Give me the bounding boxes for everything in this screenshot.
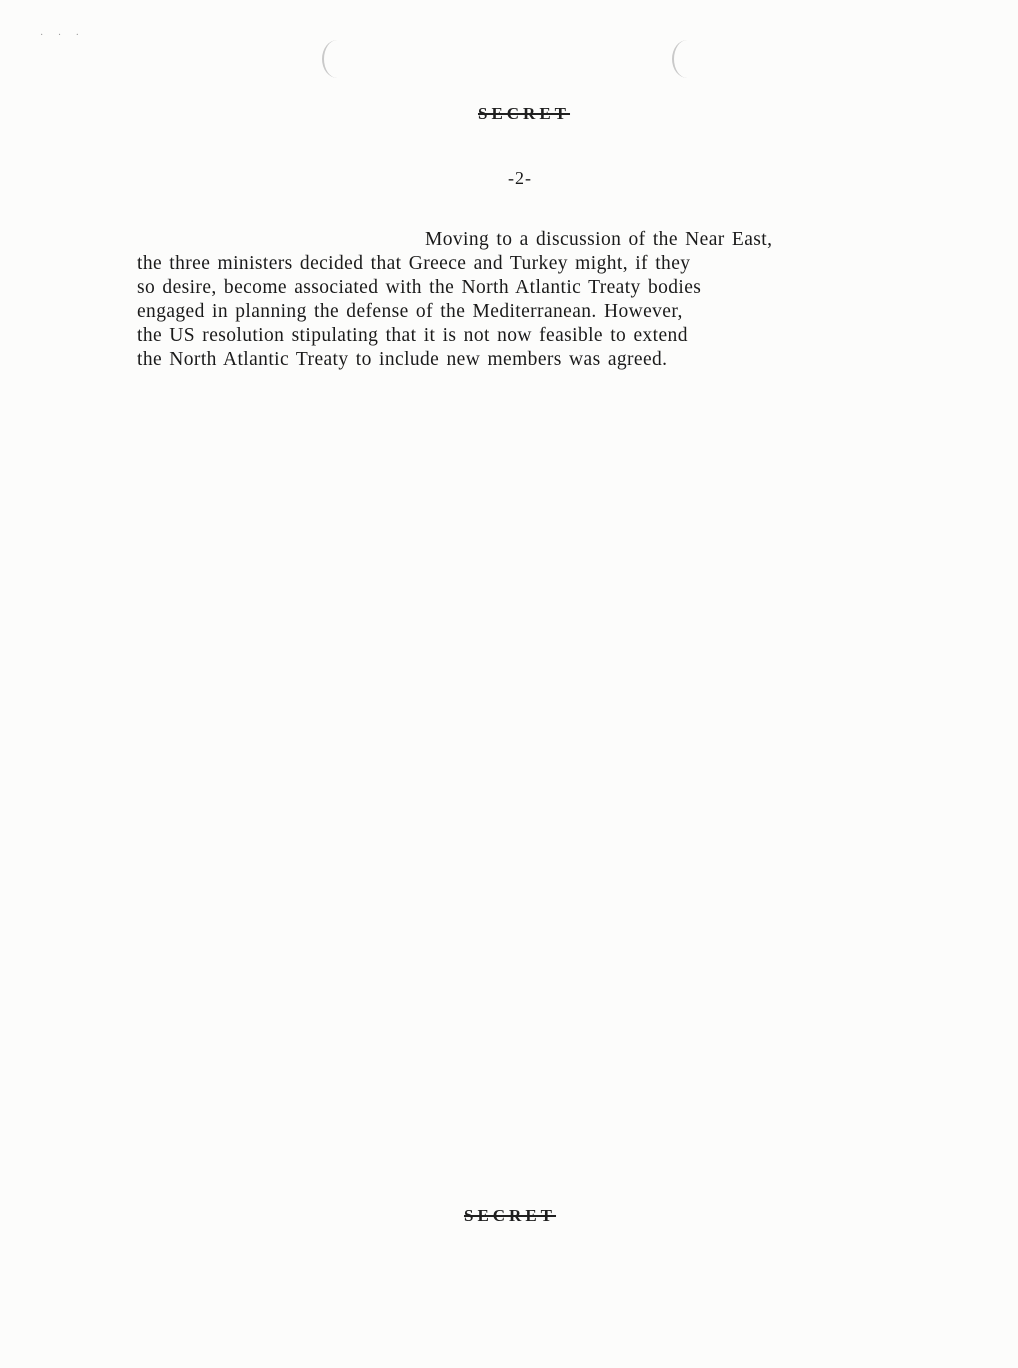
body-paragraph <box>137 228 877 372</box>
classification-marking-top: SECRET <box>477 104 571 123</box>
paragraph-line: the three ministers decided that Greece and Turkey might, if they <box>137 253 691 274</box>
page-number: -2- <box>508 168 532 188</box>
punch-hole-mark-left <box>322 40 352 78</box>
punch-hole-mark-right <box>672 40 702 78</box>
paper-specks: · · · <box>40 30 85 41</box>
paragraph-line: the North Atlantic Treaty to include new members was agreed. <box>137 349 668 370</box>
paragraph-line: Moving to a discussion of the Near East, <box>425 229 773 250</box>
paragraph-line: so desire, become associated with the North Atlantic Treaty bodies <box>137 277 702 298</box>
paragraph-line: engaged in planning the defense of the Mediterranean. However, <box>137 301 683 322</box>
paragraph-line: the US resolution stipulating that it is not now feasible to extend <box>137 325 688 346</box>
classification-marking-bottom: SECRET <box>463 1206 557 1225</box>
